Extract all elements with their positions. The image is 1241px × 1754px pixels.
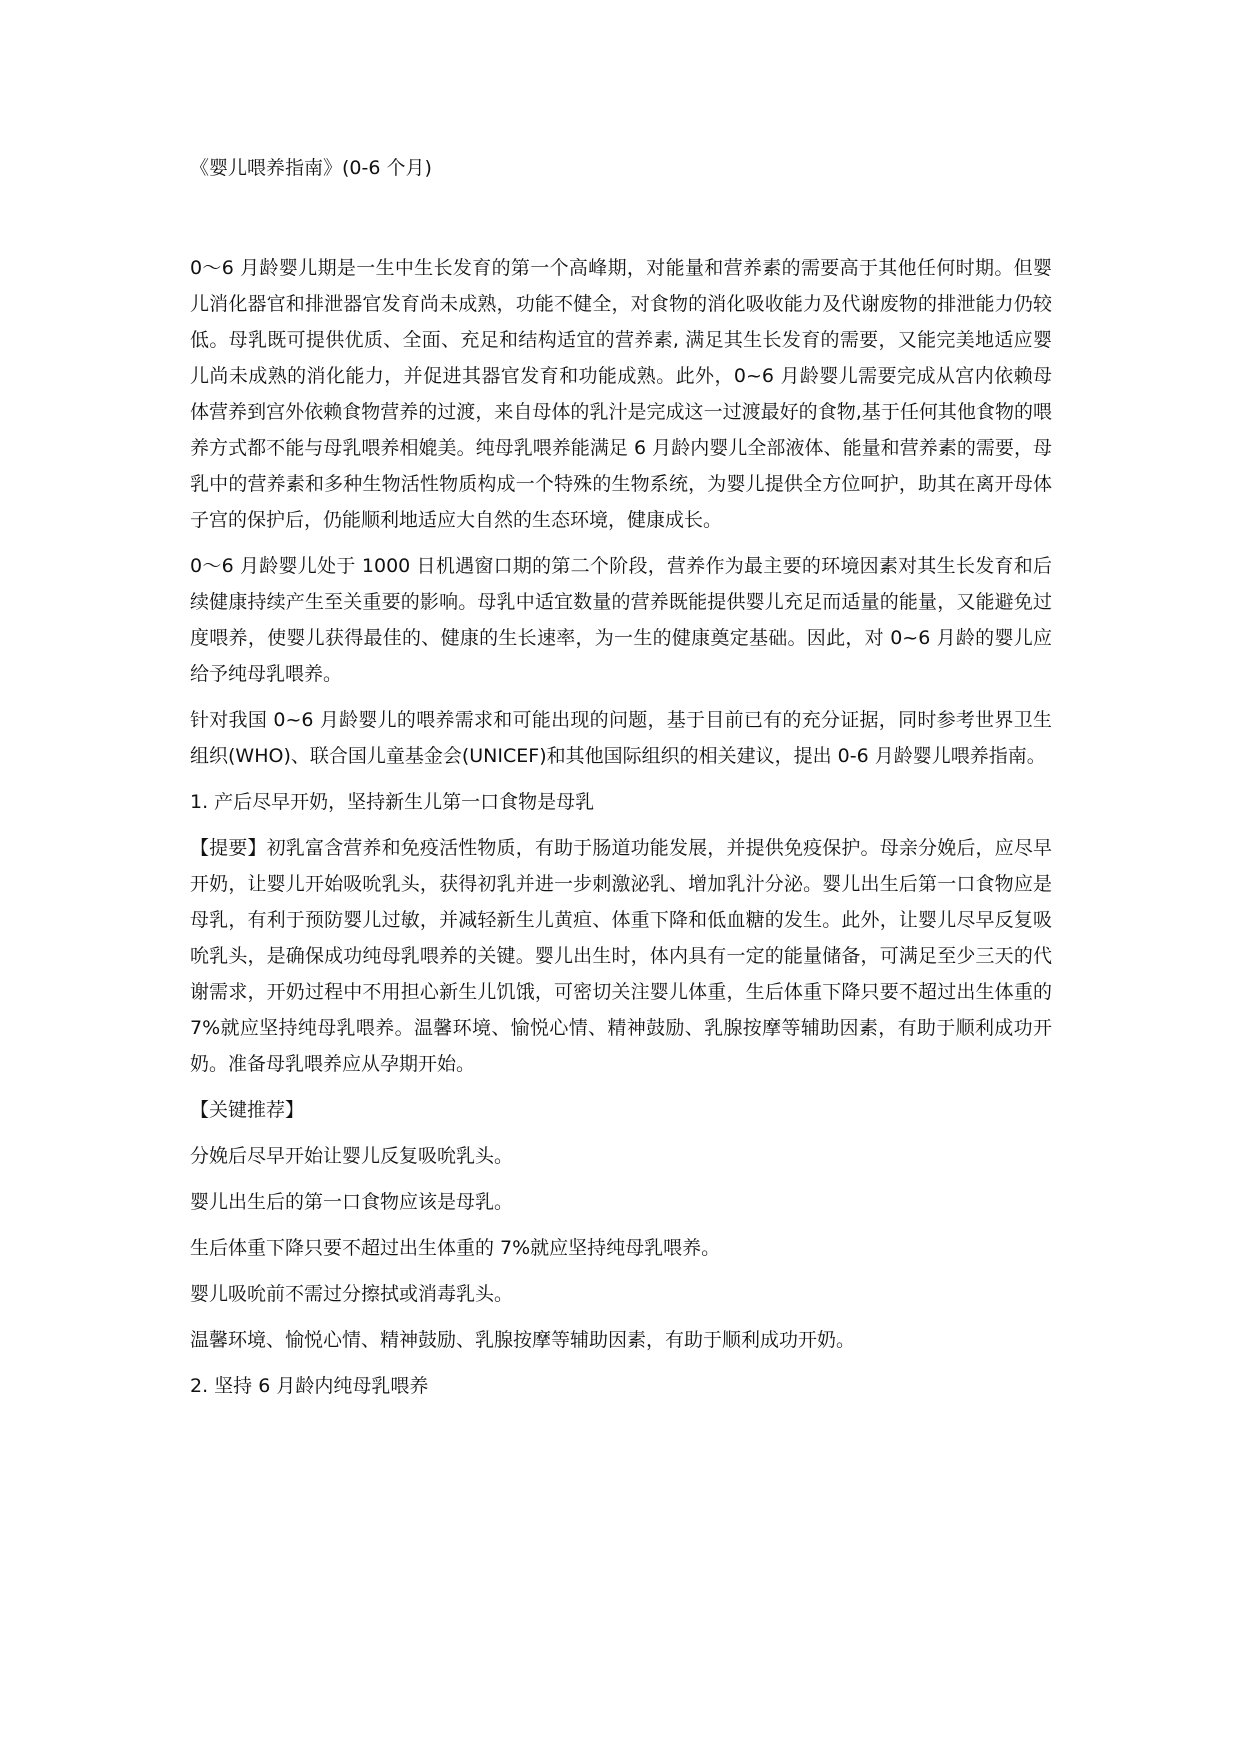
section-1-summary: 【提要】初乳富含营养和免疫活性物质，有助于肠道功能发展，并提供免疫保护。母亲分娩后，应尽早开奶，让婴儿开始吸吮乳头，获得初乳并进一步刺激泌乳、增加乳汁分泌。婴儿出生后第一口食物应是母乳，有利于预防婴儿过敏，并减轻新生儿黄疸、体重下降和低血糖的发生。此外，让婴儿尽早反复吸吮乳头，是确保成功纯母乳喂养的关键。婴儿出生时，体内具有一定的能量储备，可满足至少三天的代谢需求，开奶过程中不用担心新生儿饥饿，可密切关注婴儿体重，生后体重下降只要不超过出生体重的 7%就应坚持纯母乳喂养。温馨环境、愉悦心情、精神鼓励、乳腺按摩等辅助因素，有助于顺利成功开奶。准备母乳喂养应从孕期开始。 — [190, 837, 1052, 1075]
recommendation-item: 分娩后尽早开始让婴儿反复吸吮乳头。 — [190, 1145, 514, 1167]
section-2-heading: 2. 坚持 6 月龄内纯母乳喂养 — [190, 1375, 429, 1397]
intro-paragraph-1: 0～6 月龄婴儿期是一生中生长发育的第一个高峰期，对能量和营养素的需要高于其他任何时期。但婴儿消化器官和排泄器官发育尚未成熟，功能不健全，对食物的消化吸收能力及代谢废物的排泄能力仍较低。母乳既可提供优质、全面、充足和结构适宜的营养素, 满足其生长发育的需要，又能完美地适应婴儿尚未成熟的消化能力，并促进其器官发育和功能成熟。此外，0~6 月龄婴儿需要完成从宫内依赖母体营养到宫外依赖食物营养的过渡，来自母体的乳汁是完成这一过渡最好的食物,基于任何其他食物的喂养方式都不能与母乳喂养相媲美。纯母乳喂养能满足 6 月龄内婴儿全部液体、能量和营养素的需要，母乳中的营养素和多种生物活性物质构成一个特殊的生物系统，为婴儿提供全方位呵护，助其在离开母体子宫的保护后，仍能顺利地适应大自然的生态环境，健康成长。 — [190, 257, 1052, 531]
intro-paragraph-2: 0～6 月龄婴儿处于 1000 日机遇窗口期的第二个阶段，营养作为最主要的环境因素对其生长发育和后续健康持续产生至关重要的影响。母乳中适宜数量的营养既能提供婴儿充足而适量的能量，又能避免过度喂养，使婴儿获得最佳的、健康的生长速率，为一生的健康奠定基础。因此，对 0~6 月龄的婴儿应给予纯母乳喂养。 — [190, 555, 1052, 685]
document-title: 《婴儿喂养指南》(0-6 个月) — [190, 157, 432, 179]
intro-paragraph-3: 针对我国 0~6 月龄婴儿的喂养需求和可能出现的问题，基于目前已有的充分证据，同时参考世界卫生组织(WHO)、联合国儿童基金会(UNICEF)和其他国际组织的相关建议，提出 0-6 月龄婴儿喂养指南。 — [190, 709, 1052, 767]
recommendation-item: 婴儿吸吮前不需过分擦拭或消毒乳头。 — [190, 1283, 514, 1305]
key-recommendations-heading: 【关键推荐】 — [190, 1099, 305, 1121]
recommendation-item: 温馨环境、愉悦心情、精神鼓励、乳腺按摩等辅助因素，有助于顺利成功开奶。 — [190, 1329, 856, 1351]
recommendation-item: 婴儿出生后的第一口食物应该是母乳。 — [190, 1191, 514, 1213]
document-content — [190, 150, 1052, 1414]
section-1-heading: 1. 产后尽早开奶，坚持新生儿第一口食物是母乳 — [190, 791, 595, 813]
recommendation-item: 生后体重下降只要不超过出生体重的 7%就应坚持纯母乳喂养。 — [190, 1237, 721, 1259]
